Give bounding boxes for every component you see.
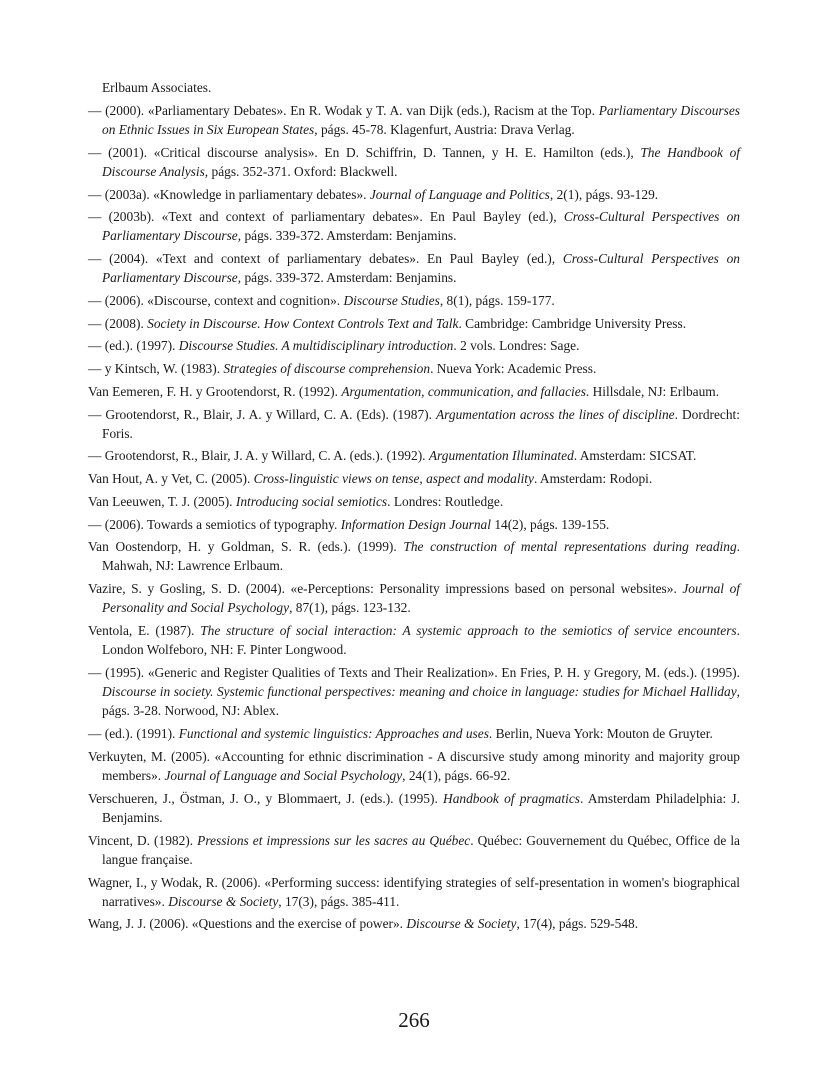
entry-text: Van Hout, A. y Vet, C. (2005).	[88, 471, 254, 487]
entry-text: — (2003b). «Text and context of parliamentary debates». En Paul Bayley (ed.),	[88, 209, 564, 225]
entry-text: 14(2), págs. 139-155.	[490, 516, 610, 532]
page-number: 266	[398, 1008, 430, 1032]
entry-text: Verkuyten, M. (2005). «Accounting for ethnic discrimination - A discursive study among minority and majority group members».	[88, 748, 740, 783]
bibliography-list	[88, 78, 740, 937]
entry-title-italic: Pressions et impressions sur les sacres au Québec	[197, 832, 471, 848]
entry-text: — Grootendorst, R., Blair, J. A. y Willard, C. A. (Eds). (1987).	[88, 406, 436, 422]
bibliography-entry	[88, 143, 740, 181]
entry-text: . Cambridge: Cambridge University Press.	[458, 315, 687, 331]
entry-text: — (2001). «Critical discourse analysis». En D. Schiffrin, D. Tannen, y H. E. Hamilton (eds.),	[88, 144, 641, 160]
entry-text: . Nueva York: Academic Press.	[430, 361, 597, 377]
entry-text: . Mahwah, NJ: Lawrence Erlbaum.	[102, 539, 740, 574]
entry-title-italic: Cross-linguistic views on tense, aspect and modality	[253, 471, 534, 487]
entry-text: Van Oostendorp, H. y Goldman, S. R. (eds.). (1999).	[88, 539, 404, 555]
entry-text: — (2003a). «Knowledge in parliamentary debates».	[88, 186, 370, 202]
bibliography-entry	[88, 336, 740, 355]
entry-text: Wang, J. J. (2006). «Questions and the exercise of power».	[88, 916, 407, 932]
entry-text: Erlbaum Associates.	[102, 80, 212, 95]
entry-title-italic: Discourse Studies. A multidisciplinary introduction	[178, 338, 454, 354]
entry-title-italic: Discourse in society. Systemic functional perspectives: meaning and choice in language: studies for Michael Halliday	[102, 684, 737, 700]
entry-text: , págs. 339-372. Amsterdam: Benjamins.	[237, 270, 457, 286]
entry-title-italic: Journal of Personality and Social Psychology	[102, 581, 740, 616]
bibliography-entry	[88, 405, 740, 443]
entry-title-italic: The Handbook of Discourse Analysis	[102, 144, 740, 179]
entry-text: , págs. 352-371. Oxford: Blackwell.	[204, 163, 398, 179]
entry-text: — (2006). Towards a semiotics of typography.	[88, 516, 341, 532]
entry-text: . Londres: Routledge.	[387, 493, 504, 509]
entry-text: — (2000). «Parliamentary Debates». En R. Wodak y T. A. van Dijk (eds.), Racism at the Top.	[88, 102, 599, 118]
entry-text: , págs. 3-28. Norwood, NJ: Ablex.	[102, 684, 740, 719]
bibliography-entry	[88, 249, 740, 287]
bibliography-entry	[88, 469, 740, 488]
entry-text: . 2 vols. Londres: Sage.	[453, 338, 580, 354]
entry-title-italic: Strategies of discourse comprehension	[223, 361, 431, 377]
entry-text: . Berlin, Nueva York: Mouton de Gruyter.	[488, 726, 713, 742]
entry-text: . Amsterdam: SICSAT.	[573, 448, 697, 464]
entry-title-italic: The structure of social interaction: A systemic approach to the semiotics of service encounters	[200, 623, 737, 639]
entry-text: Wagner, I., y Wodak, R. (2006). «Performing success: identifying strategies of self-presentation in women's biographical narratives».	[88, 874, 740, 909]
entry-text: . Dordrecht: Foris.	[102, 406, 740, 441]
entry-text: — (2004). «Text and context of parliamentary debates». En Paul Bayley (ed.),	[88, 251, 563, 267]
bibliography-entry	[88, 515, 740, 534]
entry-text: . Amsterdam: Rodopi.	[533, 471, 653, 487]
entry-text: , 8(1), págs. 159-177.	[439, 293, 555, 309]
entry-title-italic: Argumentation, communication, and fallacies	[341, 383, 586, 399]
entry-text: — (1995). «Generic and Register Qualities of Texts and Their Realization». En Fries, P. H. y Gregory, M. (eds.). (1995).	[88, 664, 740, 680]
bibliography-entry	[88, 537, 740, 575]
bibliography-entry	[88, 873, 740, 911]
entry-title-italic: Discourse & Society	[168, 893, 279, 909]
entry-title-italic: Cross-Cultural Perspectives on Parliamentary Discourse	[102, 209, 740, 244]
entry-title-italic: The construction of mental representations during reading	[403, 539, 737, 555]
bibliography-entry	[88, 579, 740, 617]
entry-title-italic: Discourse Studies	[343, 293, 440, 309]
entry-title-italic: Introducing social semiotics	[235, 493, 388, 509]
bibliography-entry	[88, 382, 740, 401]
bibliography-entry	[88, 78, 740, 97]
entry-text: — (2008).	[88, 315, 148, 331]
bibliography-entry	[88, 831, 740, 869]
entry-text: , 87(1), págs. 123-132.	[289, 600, 411, 616]
entry-title-italic: Journal of Language and Politics	[369, 186, 550, 202]
entry-title-italic: Cross-Cultural Perspectives on Parliamentary Discourse	[102, 251, 740, 286]
entry-text: Van Eemeren, F. H. y Grootendorst, R. (1992).	[88, 383, 342, 399]
bibliography-entry	[88, 914, 740, 933]
entry-text: — (ed.). (1991).	[88, 726, 179, 742]
entry-text: Van Leeuwen, T. J. (2005).	[88, 493, 236, 509]
bibliography-entry	[88, 492, 740, 511]
entry-text: . Hillsdale, NJ: Erlbaum.	[585, 383, 720, 399]
entry-title-italic: Discourse & Society	[406, 916, 517, 932]
bibliography-entry	[88, 101, 740, 139]
entry-title-italic: Journal of Language and Social Psychology	[164, 768, 403, 783]
entry-title-italic: Society in Discourse. How Context Controls Text and Talk	[147, 315, 459, 331]
entry-title-italic: Handbook of pragmatics	[443, 790, 580, 806]
entry-text: , 17(4), págs. 529-548.	[516, 916, 639, 932]
bibliography-entry	[88, 747, 740, 785]
entry-title-italic: Argumentation Illuminated	[428, 448, 574, 464]
entry-title-italic: Functional and systemic linguistics: Approaches and uses	[178, 726, 489, 742]
entry-text: Verschueren, J., Östman, J. O., y Blommaert, J. (eds.). (1995).	[88, 790, 444, 806]
entry-text: , págs. 339-372. Amsterdam: Benjamins.	[237, 228, 457, 244]
bibliography-entry	[88, 314, 740, 333]
entry-text: — (2006). «Discourse, context and cognition».	[88, 293, 344, 309]
entry-text: . Québec: Gouvernement du Québec, Office de la langue française.	[102, 832, 740, 867]
entry-title-italic: Parliamentary Discourses on Ethnic Issues in Six European States	[102, 102, 741, 137]
bibliography-entry	[88, 724, 740, 743]
entry-text: , 24(1), págs. 66-92.	[402, 768, 511, 783]
bibliography-entry	[88, 663, 740, 721]
entry-text: Vazire, S. y Gosling, S. D. (2004). «e-Perceptions: Personality impressions based on personal websites».	[88, 581, 683, 597]
bibliography-entry	[88, 446, 740, 465]
entry-title-italic: Argumentation across the lines of discipline	[435, 406, 675, 422]
entry-text: , 17(3), págs. 385-411.	[278, 893, 400, 909]
entry-text: Ventola, E. (1987).	[88, 623, 201, 639]
bibliography-entry	[88, 207, 740, 245]
entry-text: — Grootendorst, R., Blair, J. A. y Willard, C. A. (eds.). (1992).	[88, 448, 429, 464]
entry-text: Vincent, D. (1982).	[88, 832, 198, 848]
entry-text: — (ed.). (1997).	[88, 338, 179, 354]
bibliography-entry	[88, 789, 740, 827]
entry-text: . London Wolfeboro, NH: F. Pinter Longwood.	[102, 623, 740, 658]
entry-text: , págs. 45-78. Klagenfurt, Austria: Drava Verlag.	[314, 121, 575, 137]
bibliography-entry	[88, 291, 740, 310]
entry-text: . Amsterdam Philadelphia: J. Benjamins.	[102, 790, 740, 825]
bibliography-entry	[88, 185, 740, 204]
bibliography-entry	[88, 621, 740, 659]
bibliography-entry	[88, 359, 740, 378]
entry-title-italic: Information Design Journal	[340, 516, 491, 532]
entry-text: , 2(1), págs. 93-129.	[549, 186, 659, 202]
entry-text: — y Kintsch, W. (1983).	[88, 361, 224, 377]
